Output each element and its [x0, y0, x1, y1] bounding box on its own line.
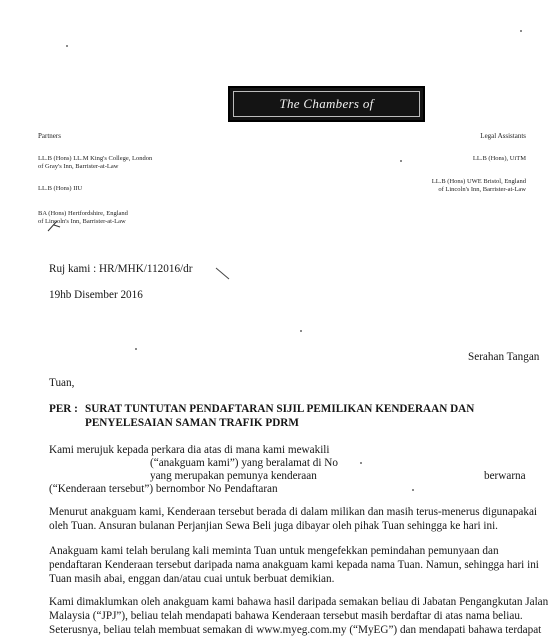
partner-line: LL.B (Hons) IIU — [38, 185, 83, 192]
letter-date: 19hb Disember 2016 — [49, 289, 143, 301]
delivery-note: Serahan Tangan — [468, 351, 540, 363]
scan-speck — [66, 45, 68, 47]
subject-line: PENYELESAIAN SAMAN TRAFIK PDRM — [85, 417, 299, 429]
paragraph-line: Seterusnya, beliau telah membuat semakan di www.myeg.com.my (“MyEG”) dan mendapati bahawa terdapat — [49, 624, 542, 636]
partner-line: of Gray's Inn, Barrister-at-Law — [38, 163, 119, 170]
paragraph-1-line: berwarna — [484, 470, 526, 482]
paragraph-2 — [49, 505, 556, 533]
scan-speck — [135, 348, 137, 350]
logo-text: The Chambers of — [279, 96, 374, 111]
paragraph-1-line: yang merupakan pemunya kenderaan — [150, 470, 317, 482]
assistant-credential — [432, 178, 526, 194]
paragraph-4 — [49, 595, 556, 637]
paragraph-1-line: (“Kenderaan tersebut”) bernombor No Pendaftaran — [49, 483, 278, 495]
paragraph-1-line: (“anakguam kami”) yang beralamat di No — [150, 457, 338, 469]
assistants-heading: Legal Assistants — [480, 132, 526, 140]
paragraph-line: Menurut anakguam kami, Kenderaan tersebut berada di dalam milikan dan masih terus-menerus digunapakai — [49, 506, 538, 518]
salutation: Tuan, — [49, 377, 75, 389]
scan-speck — [412, 489, 414, 491]
paragraph-1-line: Kami merujuk kepada perkara dia atas di mana kami mewakili — [49, 444, 330, 456]
partner-line: LL.B (Hons) LL.M King's College, London — [38, 155, 153, 162]
partner-line: of Lincoln's Inn, Barrister-at-Law — [38, 218, 126, 225]
assistant-line: LL.B (Hons) UWE Bristol, England — [431, 178, 526, 185]
paragraph-line: oleh Tuan. Ansuran bulanan Perjanjian Sewa Beli juga dibayar oleh pihak Tuan sehingga ke hari ini. — [49, 520, 498, 532]
assistant-line: LL.B (Hons), UiTM — [472, 155, 526, 162]
scan-speck — [300, 330, 302, 332]
partners-heading: Partners — [38, 132, 61, 140]
subject-prefix: PER : — [49, 403, 78, 415]
assistant-line: of Lincoln's Inn, Barrister-at-Law — [438, 186, 526, 193]
paragraph-line: Malaysia (“JPJ”), beliau telah mendapati bahawa Kenderaan tersebut masih berdaftar di atas nama beliau. — [49, 610, 523, 622]
partner-credential — [38, 185, 82, 193]
pen-mark-icon — [46, 219, 68, 233]
chambers-logo — [228, 86, 425, 122]
paragraph-3 — [49, 544, 556, 586]
scan-speck — [400, 160, 402, 162]
paragraph-line: Anakguam kami telah berulang kali meminta Tuan untuk mengefekkan pemindahan pemunyaan dan — [49, 545, 499, 557]
partner-line: BA (Hons) Hertfordshire, England — [38, 210, 128, 217]
scan-speck — [360, 462, 362, 464]
partner-credential — [38, 155, 152, 171]
reference-number: Ruj kami : HR/MHK/112016/dr — [49, 263, 193, 275]
stray-mark-icon — [214, 266, 232, 282]
paragraph-line: Kami dimaklumkan oleh anakguam kami bahawa hasil daripada semakan beliau di Jabatan Pengangkutan Jalan — [49, 596, 549, 608]
paragraph-line: pendaftaran Kenderaan tersebut daripada nama anakguam kami kepada nama Tuan. Namun, sehingga hari ini — [49, 559, 539, 571]
paragraph-line: Tuan masih abai, enggan dan/atau cuai untuk berbuat demikian. — [49, 573, 335, 585]
scan-speck — [520, 30, 522, 32]
subject-line: SURAT TUNTUTAN PENDAFTARAN SIJIL PEMILIKAN KENDERAAN DAN — [85, 403, 475, 415]
assistant-credential — [473, 155, 526, 163]
